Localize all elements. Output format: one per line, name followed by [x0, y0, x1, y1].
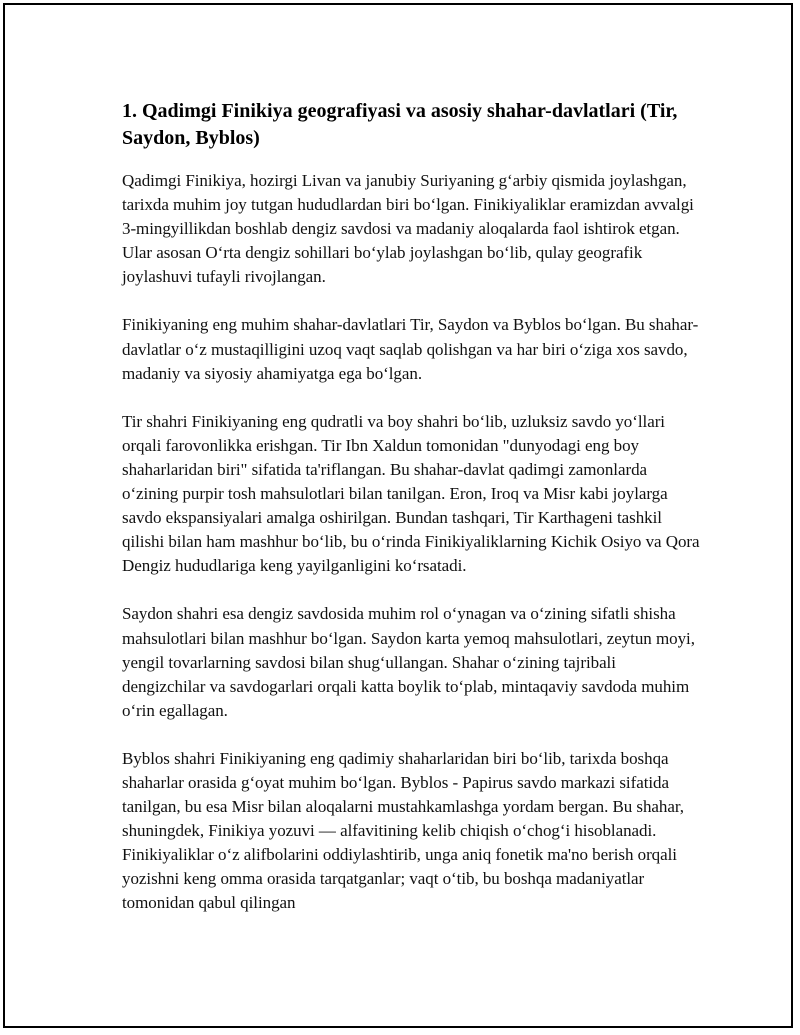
paragraph-intro: Qadimgi Finikiya, hozirgi Livan va janubiy Suriyaning gʻarbiy qismida joylashgan, tarixda muhim joy tutgan hududlardan biri boʻlgan. Finikiyaliklar eramizdan avvalgi 3-mingyillikdan boshlab dengiz savdosi va madaniy aloqalarda faol ishtirok etgan. Ular asosan Oʻrta dengiz sohillari boʻylab joylashgan boʻlib, qulay geografik joylashuvi tufayli rivojlangan. — [122, 171, 694, 287]
document-body — [122, 98, 702, 940]
paragraph-tyre: Tir shahri Finikiyaning eng qudratli va boy shahri boʻlib, uzluksiz savdo yoʻllari orqali farovonlikka erishgan. Tir Ibn Xaldun tomonidan "dunyodagi eng boy shaharlaridan biri" sifatida ta'riflangan. Bu shahar-davlat qadimgi zamonlarda oʻzining purpir tosh mahsulotlari bilan tanilgan. Eron, Iroq va Misr kabi joylarga savdo ekspansiyalari amalga oshirilgan. Bundan tashqari, Tir Karthageni tashkil qilishi bilan ham mashhur boʻlib, bu oʻrinda Finikiyaliklarning Kichik Osiyo va Qora Dengiz hududlariga keng yayilganligini koʻrsatadi. — [122, 411, 700, 576]
paragraph-city-states: Finikiyaning eng muhim shahar-davlatlari Tir, Saydon va Byblos boʻlgan. Bu shahar-davlatlar oʻz mustaqilligini uzoq vaqt saqlab qolishgan va har biri oʻziga xos savdo, madaniy va siyosiy ahamiyatga ega boʻlgan. — [122, 315, 699, 383]
section-heading: 1. Qadimgi Finikiya geografiyasi va asosiy shahar-davlatlari (Tir, Saydon, Byblos) — [122, 100, 678, 149]
paragraph-sidon: Saydon shahri esa dengiz savdosida muhim rol oʻynagan va oʻzining sifatli shisha mahsulotlari bilan mashhur boʻlgan. Saydon karta yemoq mahsulotlari, zeytun moyi, yengil tovarlarning savdosi bilan shugʻullangan. Shahar oʻzining tajribali dengizchilar va savdogarlari orqali katta boylik toʻplab, mintaqaviy savdoda muhim oʻrin egallagan. — [122, 604, 695, 720]
page-frame — [3, 3, 793, 1028]
paragraph-byblos: Byblos shahri Finikiyaning eng qadimiy shaharlaridan biri boʻlib, tarixda boshqa shaharlar orasida gʻoyat muhim boʻlgan. Byblos - Papirus savdo markazi sifatida tanilgan, bu esa Misr bilan aloqalarni mustahkamlashga yordam bergan. Bu shahar, shuningdek, Finikiya yozuvi — alfavitining kelib chiqish oʻchogʻi hisoblanadi. Finikiyaliklar oʻz alifbolarini oddiylashtirib, unga aniq fonetik ma'no berish orqali yozishni keng omma orasida tarqatganlar; vaqt oʻtib, bu boshqa madaniyatlar tomonidan qabul qilingan — [122, 748, 684, 913]
